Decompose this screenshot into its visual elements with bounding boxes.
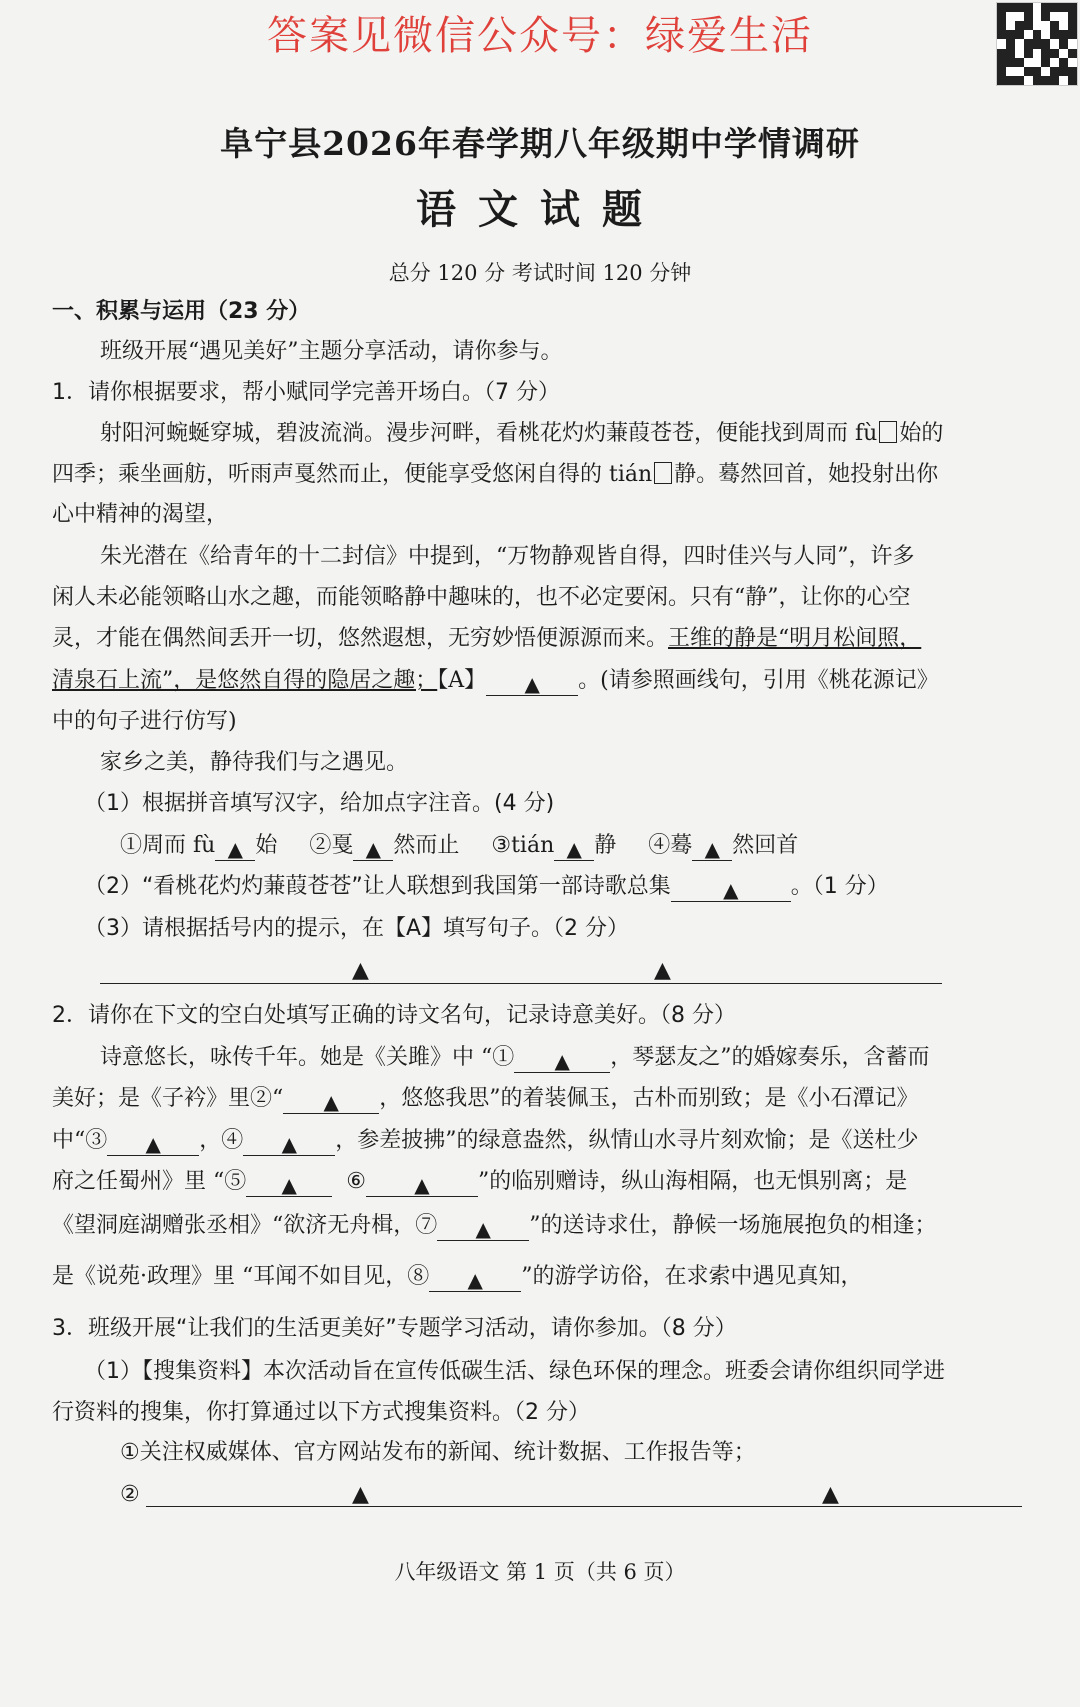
underlined-sentence: 王维的静是“明月松间照，: [668, 626, 922, 651]
q1-sub1: （1）根据拼音填写汉字，给加点字注音。(4 分): [84, 791, 555, 816]
q3-sub1-line2: 行资料的搜集，你打算通过以下方式搜集资料。（2 分）: [52, 1400, 590, 1425]
q2-prompt: 2．请你在下文的空白处填写正确的诗文名句，记录诗意美好。（8 分）: [52, 1003, 736, 1028]
q1-prompt: 1．请你根据要求，帮小赋同学完善开场白。（7 分）: [52, 380, 560, 405]
answer-blank-6[interactable]: ▲: [366, 1170, 478, 1197]
page-footer: 八年级语文 第 1 页（共 6 页）: [394, 1560, 686, 1584]
q2-line4: 府之任蜀州》里 “⑤ ▲ ⑥ ▲ ”的临别赠诗，纵山海相隔，也无惧别离；是: [52, 1169, 908, 1197]
underlined-sentence: 清泉石上流”，是悠然自得的隐居之趣；: [52, 668, 438, 693]
q2-line5: 《望洞庭湖赠张丞相》“欲济无舟楫，⑦ ▲ ”的送诗求仕，静候一场施展抱负的相逢；: [52, 1213, 937, 1241]
answer-blank-anthology[interactable]: ▲: [671, 875, 791, 902]
q1-para2-line4: 清泉石上流”，是悠然自得的隐居之趣；【A】 ▲ 。(请参照画线句，引用《桃花源记》: [52, 668, 939, 696]
answer-blank-4[interactable]: ▲: [243, 1129, 335, 1156]
q2-line3: 中“③ ▲ ，④ ▲ ，参差披拂”的绿意盎然，纵情山水寻片刻欢愉；是《送杜少: [52, 1128, 919, 1156]
section-intro: 班级开展“遇见美好”主题分享活动，请你参与。: [100, 339, 563, 364]
blank-marker: ▲: [352, 1482, 369, 1507]
answer-blank-2[interactable]: ▲: [283, 1087, 379, 1114]
q1-para2-line2: 闲人未必能领略山水之趣，而能领略静中趣味的，也不必定要闲。只有“静”，让你的心空: [52, 585, 911, 610]
pinyin-blank[interactable]: ▲: [353, 834, 393, 861]
pinyin-item: ③tián ▲ 静: [491, 833, 617, 861]
answer-blank-a[interactable]: ▲: [486, 669, 578, 696]
pinyin-item: ①周而 fù ▲ 始: [120, 833, 278, 861]
q2-line6: 是《说苑·政理》里 “耳闻不如目见，⑧ ▲ ”的游学访俗，在求索中遇见真知，: [52, 1264, 863, 1292]
exam-title: 阜宁县2026年春学期八年级期中学情调研: [220, 124, 860, 163]
answer-line[interactable]: [146, 1506, 1022, 1507]
section-heading: 一、积累与运用（23 分）: [52, 299, 311, 324]
fill-box[interactable]: [879, 421, 897, 443]
q3-item1: ①关注权威媒体、官方网站发布的新闻、统计数据、工作报告等；: [120, 1440, 756, 1465]
pinyin-blank[interactable]: ▲: [554, 834, 594, 861]
subject-title: 语文试题: [416, 186, 664, 233]
q3-item2-label: ②: [120, 1482, 140, 1507]
pinyin-blank[interactable]: ▲: [215, 834, 255, 861]
q1-para2-line5: 中的句子进行仿写): [52, 709, 237, 734]
q1-sub3: （3）请根据括号内的提示，在【A】填写句子。（2 分）: [84, 916, 630, 941]
q2-line1: 诗意悠长，咏传千年。她是《关雎》中 “① ▲ ，琴瑟友之”的婚嫁奏乐，含蓄而: [100, 1045, 930, 1073]
q3-sub1-line1: （1）【搜集资料】本次活动旨在宣传低碳生活、绿色环保的理念。班委会请你组织同学进: [84, 1359, 946, 1384]
qr-code-icon: [996, 2, 1078, 86]
q1-para2-line1: 朱光潜在《给青年的十二封信》中提到，“万物静观皆自得，四时佳兴与人同”，许多: [100, 544, 915, 569]
q1-para1-line2: 四季；乘坐画舫，听雨声戛然而止，便能享受悠闲自得的 tián 静。蓦然回首，她投射出你: [52, 462, 939, 487]
answer-blank-8[interactable]: ▲: [429, 1265, 521, 1292]
fill-box[interactable]: [654, 462, 672, 484]
blank-marker: ▲: [352, 958, 369, 983]
answer-blank-1[interactable]: ▲: [514, 1046, 610, 1073]
pinyin-item: ②戛 ▲ 然而止: [309, 833, 460, 861]
pinyin-items: [120, 831, 830, 861]
q1-para3: 家乡之美，静待我们与之遇见。: [100, 750, 409, 775]
blank-marker: ▲: [654, 958, 671, 983]
answer-blank-7[interactable]: ▲: [437, 1214, 529, 1241]
promo-banner: 答案见微信公众号：绿爱生活: [267, 13, 813, 59]
q1-para1-line3: 心中精神的渴望，: [52, 502, 229, 527]
q2-line2: 美好；是《子衿》里②“ ▲ ，悠悠我思”的着装佩玉，古朴而别致；是《小石潭记》: [52, 1086, 919, 1114]
answer-blank-3[interactable]: ▲: [107, 1129, 199, 1156]
q1-para1-line1: 射阳河蜿蜒穿城，碧波流淌。漫步河畔，看桃花灼灼蒹葭苍苍，便能找到周而 fù 始的: [100, 421, 944, 446]
exam-meta: 总分 120 分 考试时间 120 分钟: [388, 261, 692, 285]
q3-prompt: 3．班级开展“让我们的生活更美好”专题学习活动，请你参加。（8 分）: [52, 1316, 737, 1341]
answer-blank-5[interactable]: ▲: [246, 1170, 332, 1197]
answer-line[interactable]: [100, 983, 942, 984]
q1-para2-line3: 灵，才能在偶然间丢开一切，悠然遐想，无穷妙悟便源源而来。王维的静是“明月松间照，: [52, 626, 922, 651]
blank-marker: ▲: [822, 1482, 839, 1507]
pinyin-item: ④蓦 ▲ 然回首: [648, 833, 799, 861]
q1-sub2: （2）“看桃花灼灼蒹葭苍苍”让人联想到我国第一部诗歌总集 ▲ 。（1 分）: [84, 874, 889, 902]
pinyin-blank[interactable]: ▲: [692, 834, 732, 861]
